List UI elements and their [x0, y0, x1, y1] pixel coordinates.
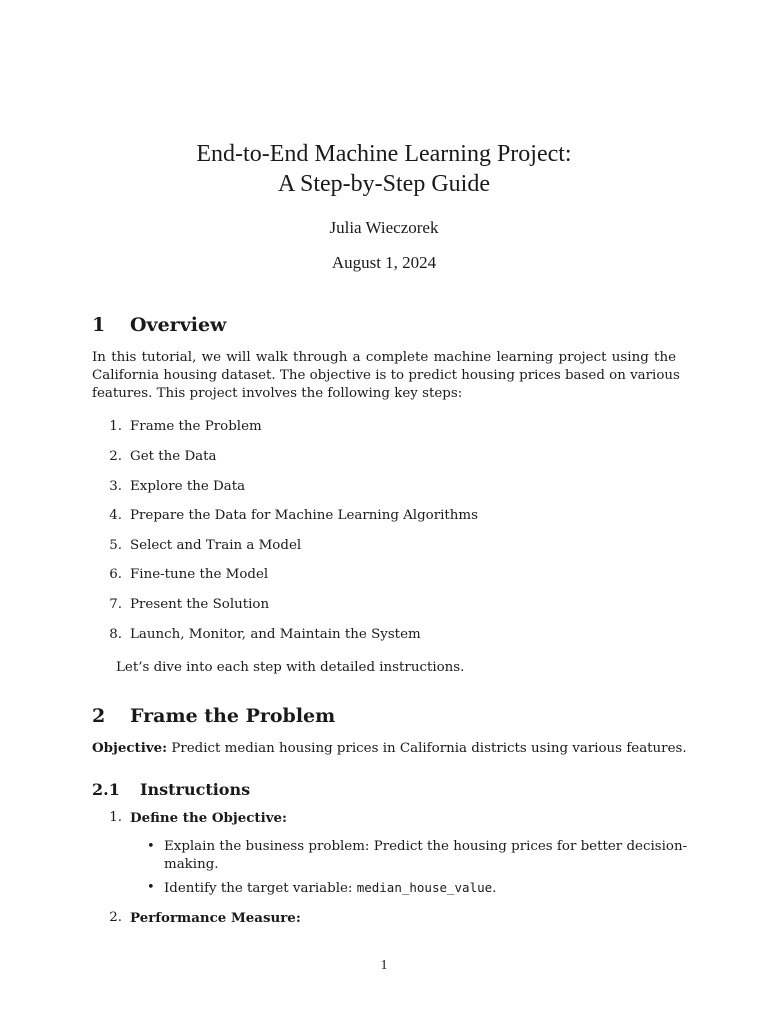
paragraph-line: California housing dataset. The objective is to predict housing prices based on various: [92, 368, 680, 383]
paragraph-line: In this tutorial, we will walk through a complete machine learning project using the: [92, 350, 676, 365]
list-item: Present the Solution: [130, 597, 270, 612]
title-line-2: A Step-by-Step Guide: [278, 171, 490, 197]
objective-label: Objective:: [92, 740, 168, 756]
objective-text: Predict median housing prices in California districts using various features.: [167, 741, 687, 756]
list-item-number: 1.: [109, 810, 122, 825]
list-item-number: 2.: [109, 449, 122, 464]
bullet-line: making.: [164, 857, 219, 872]
closing-sentence: Let’s dive into each step with detailed instructions.: [116, 660, 465, 675]
bullet-item: [164, 838, 688, 874]
section-heading-frame-the-problem: [0, 704, 768, 728]
bullet-icon: •: [147, 880, 155, 895]
date: August 1, 2024: [331, 253, 437, 272]
title-line-1: End-to-End Machine Learning Project:: [196, 141, 572, 167]
list-item-label: Performance Measure:: [130, 910, 301, 926]
list-item: Fine-tune the Model: [130, 567, 269, 582]
list-item-number: 4.: [109, 508, 122, 523]
subsection-title: Instructions: [140, 780, 251, 799]
list-item-number: 7.: [109, 597, 122, 612]
list-item-number: 3.: [109, 479, 122, 494]
list-item-number: 1.: [109, 419, 122, 434]
code-target-variable: median_house_value: [356, 880, 493, 895]
section-number: 2: [92, 705, 106, 727]
bullet-icon: •: [147, 839, 155, 854]
bullet-item: [164, 879, 675, 898]
bullet-line: Explain the business problem: Predict the housing prices for better decision-: [164, 839, 688, 854]
section-title: Frame the Problem: [130, 705, 336, 727]
list-item: Select and Train a Model: [130, 538, 302, 553]
list-item-number: 5.: [109, 538, 122, 553]
section-number: 1: [92, 314, 106, 336]
overview-paragraph: [92, 349, 680, 403]
subsection-number: 2.1: [92, 780, 120, 799]
list-item-number: 2.: [109, 910, 122, 925]
list-item: Get the Data: [130, 449, 217, 464]
objective-statement: [92, 739, 687, 758]
list-item-number: 8.: [109, 627, 122, 642]
list-item: Prepare the Data for Machine Learning Algorithms: [130, 508, 478, 523]
section-heading-overview: [0, 313, 768, 337]
bullet-suffix: .: [492, 881, 497, 896]
subsection-heading-instructions: [0, 780, 768, 800]
list-item-label: Define the Objective:: [130, 810, 287, 826]
section-title: Overview: [130, 314, 227, 336]
list-item: Launch, Monitor, and Maintain the System: [130, 627, 421, 642]
list-item: Frame the Problem: [130, 419, 262, 434]
list-item: Explore the Data: [130, 479, 246, 494]
list-item-number: 6.: [109, 567, 122, 582]
author: Julia Wieczorek: [329, 218, 439, 237]
bullet-text: Identify the target variable:: [164, 881, 357, 896]
page-number: 1: [380, 958, 388, 973]
paragraph-line: features. This project involves the following key steps:: [92, 386, 463, 401]
